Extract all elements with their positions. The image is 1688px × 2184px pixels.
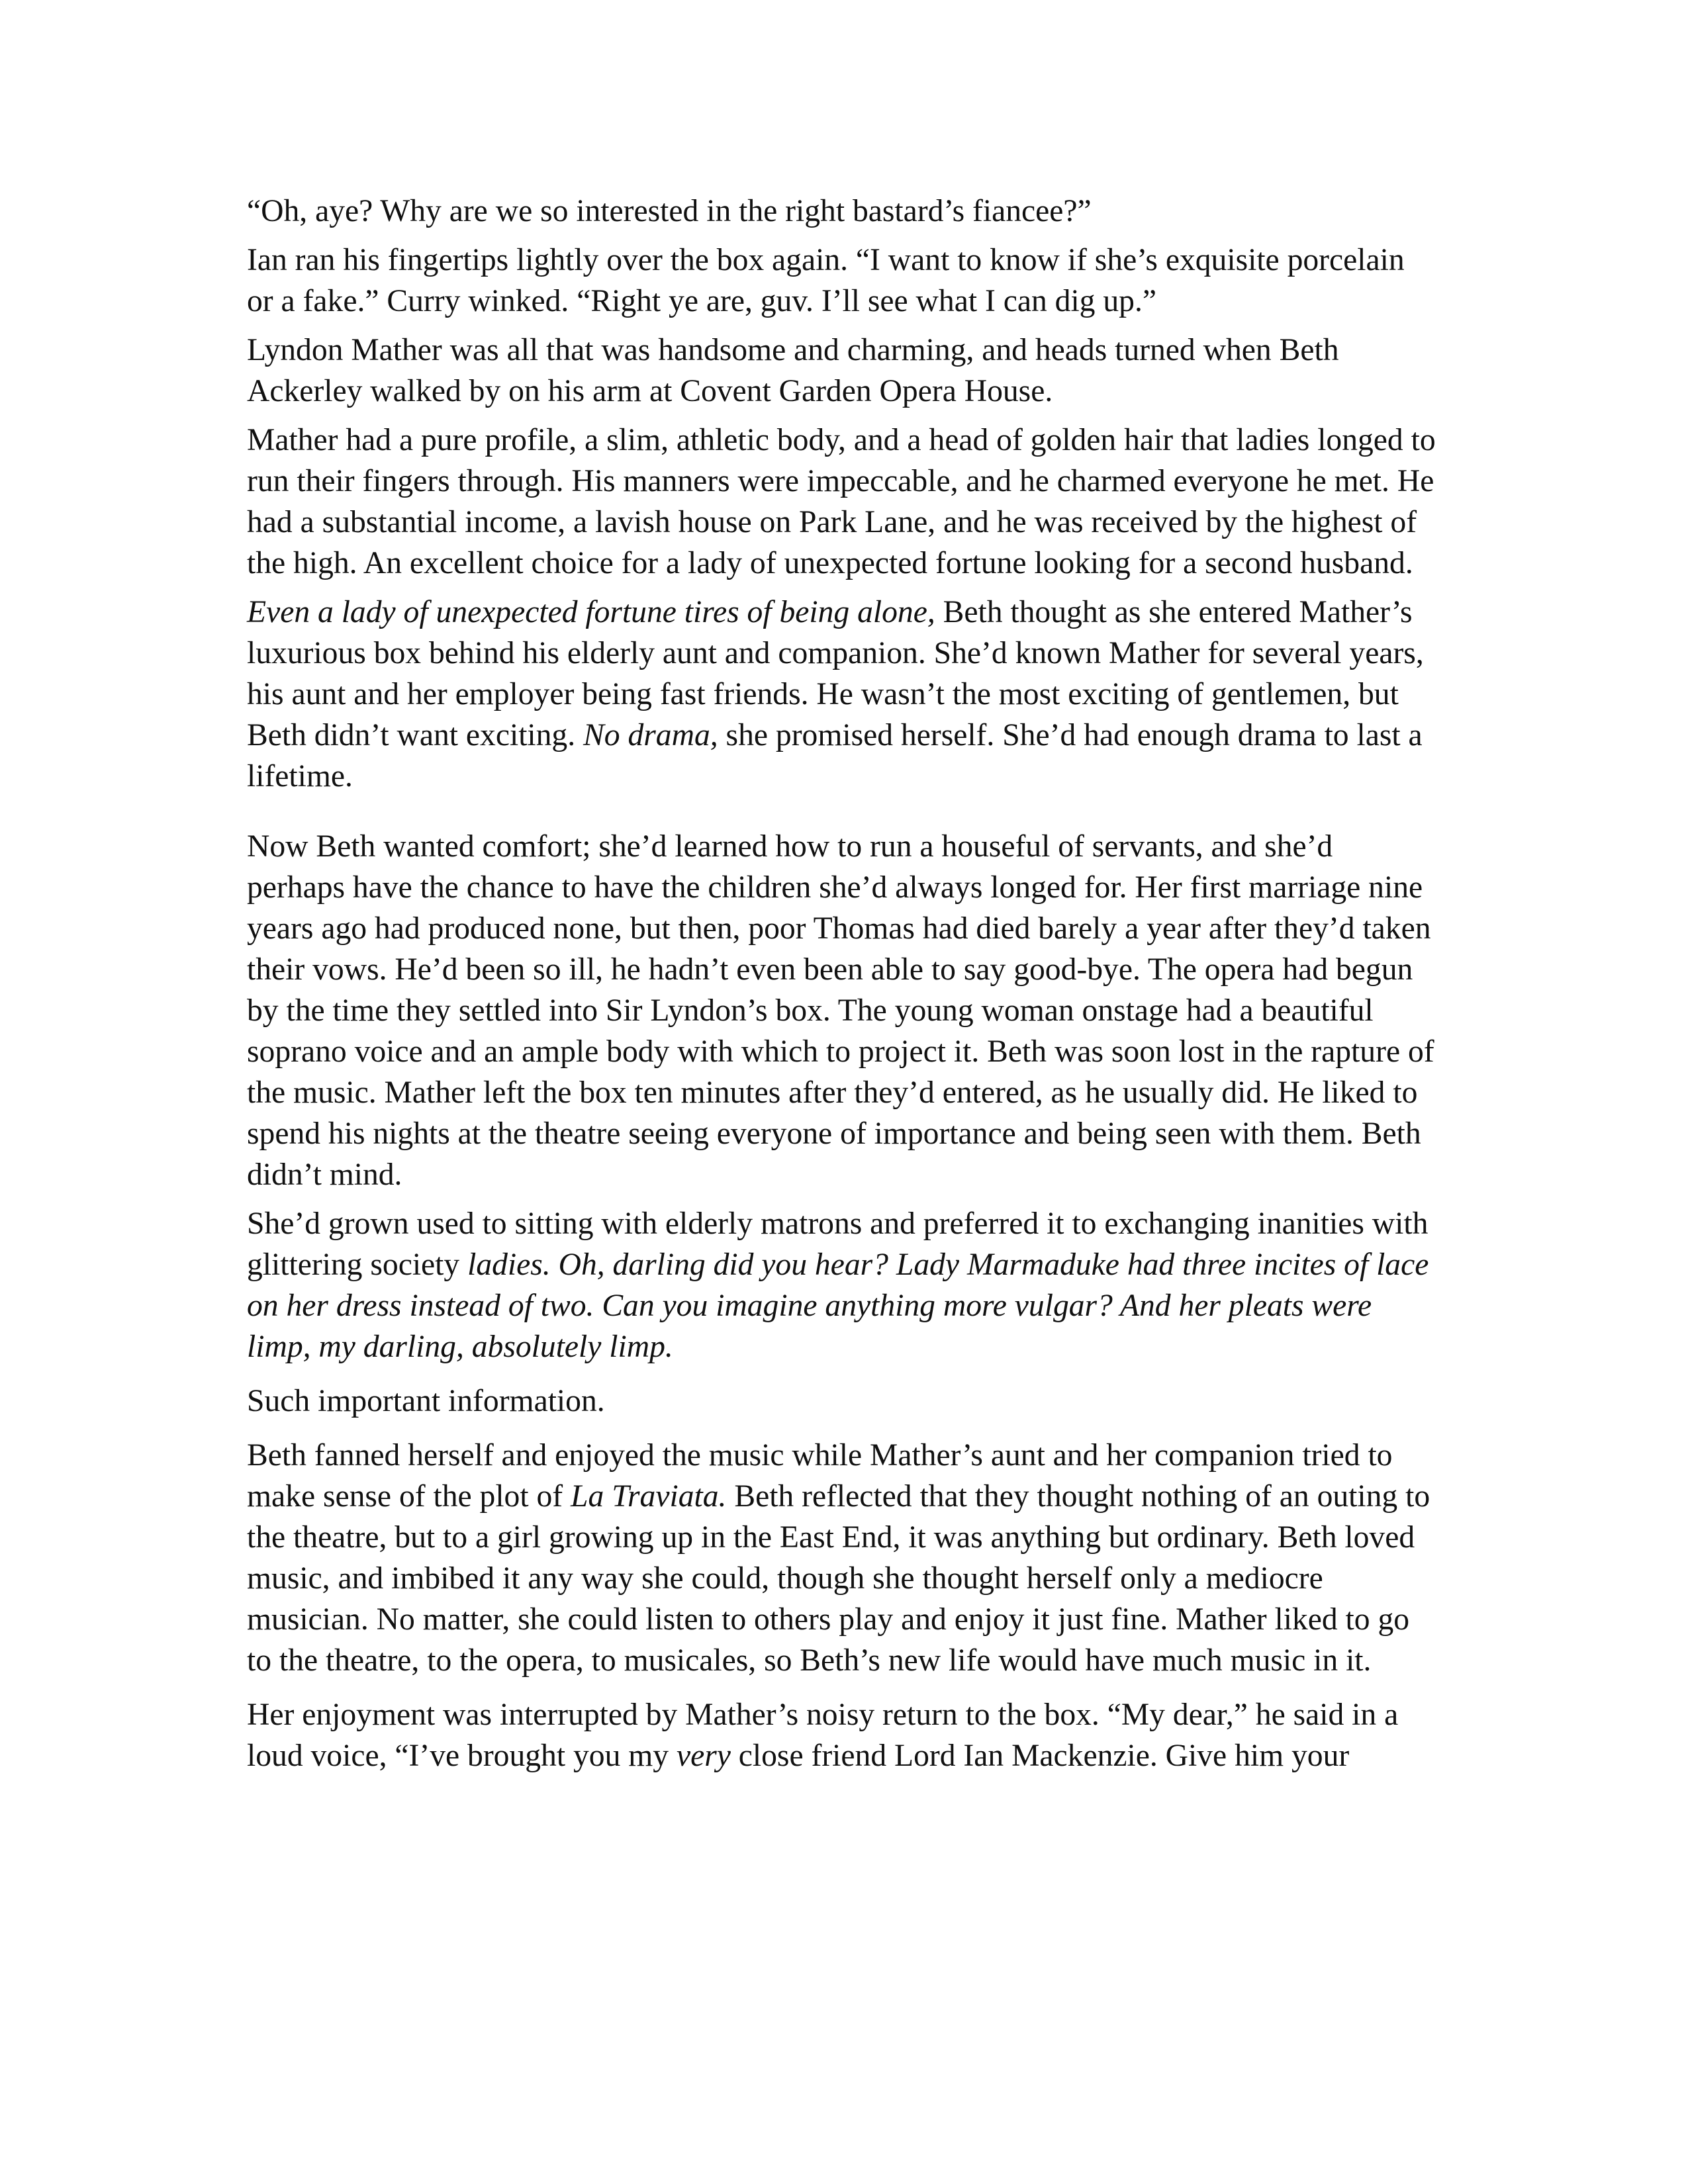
paragraph-4 <box>247 420 1438 584</box>
text-span: Ian ran his fingertips lightly over the box again. “I want to know if she’s exquisite porcelain or a fake.” Curry winked. “Right ye are, guv. I’ll see what I can dig up.” <box>247 243 1405 318</box>
text-span: she promised herself. She’d had enough drama to last a lifetime. <box>247 718 1423 794</box>
text-span: Now Beth wanted comfort; she’d learned how to run a houseful of servants, and she’d perhaps have the chance to have the children she’d always longed for. Her first marriage nine years ago had produced none, but then, poor Thomas had died barely a year after they’d taken their vows. He’d been so ill, he hadn’t even been able to say good-bye. The opera had begun by the time they settled into Sir Lyndon’s box. The young woman onstage had a beautiful soprano voice and an ample body with which to project it. Beth was soon lost in the rapture of the music. Mather left the box ten minutes after they’d entered, as he usually did. He liked to spend his nights at the theatre seeing everyone of importance and being seen with them. Beth didn’t mind. <box>247 829 1434 1192</box>
text-span: Such important information. <box>247 1384 605 1418</box>
italic-span: No drama, <box>583 718 718 752</box>
paragraph-9 <box>247 1435 1438 1681</box>
text-span: Her enjoyment was interrupted by Mather’s noisy return to the box. “My dear,” he said in a loud voice, “I’ve brought you my <box>247 1698 1399 1773</box>
text-span: Lyndon Mather was all that was handsome and charming, and heads turned when Beth Ackerley walked by on his arm at Covent Garden Opera House. <box>247 333 1339 408</box>
text-span: close friend Lord Ian Mackenzie. Give him your <box>730 1739 1350 1773</box>
paragraph-10 <box>247 1694 1438 1776</box>
paragraph-6 <box>247 826 1438 1195</box>
paragraph-2 <box>247 240 1438 322</box>
text-span: Beth fanned herself and enjoyed the music while Mather’s aunt and her companion tried to make sense of the plot of <box>247 1438 1393 1514</box>
paragraph-8 <box>247 1381 1438 1422</box>
text-span: She’d grown used to sitting with elderly matrons and preferred it to exchanging inanities with glittering society <box>247 1206 1429 1282</box>
italic-span: ladies. Oh, darling did you hear? Lady Marmaduke had three incites of lace on her dress instead of two. Can you imagine anything more vulgar? And her pleats were limp, my darling, absolutely limp. <box>247 1248 1429 1364</box>
italic-span: very <box>676 1739 731 1773</box>
text-span: Mather had a pure profile, a slim, athletic body, and a head of golden hair that ladies longed to run their fingers through. His manners were impeccable, and he charmed everyone he met. He had a substantial income, a lavish house on Park Lane, and he was received by the highest of the high. An excellent choice for a lady of unexpected fortune looking for a second husband. <box>247 423 1436 580</box>
paragraph-5 <box>247 592 1438 797</box>
italic-span: Even a lady of unexpected fortune tires of being alone, <box>247 595 935 629</box>
paragraph-3 <box>247 330 1438 412</box>
paragraph-7 <box>247 1203 1438 1367</box>
paragraph-1 <box>247 191 1438 232</box>
text-span: “Oh, aye? Why are we so interested in the right bastard’s fiancee?” <box>247 194 1092 228</box>
text-span: Beth reflected that they thought nothing of an outing to the theatre, but to a girl growing up in the East End, it was anything but ordinary. Beth loved music, and imbibed it any way she could, though she thought herself only a mediocre musician. No matter, she could listen to others play and enjoy it just fine. Mather liked to go to the theatre, to the opera, to musicales, so Beth’s new life would have much music in it. <box>247 1479 1430 1678</box>
document-body <box>247 191 1438 1786</box>
text-span: Beth thought as she entered Mather’s luxurious box behind his elderly aunt and companion. She’d known Mather for several years, his aunt and her employer being fast friends. He wasn’t the most exciting of gentlemen, but Beth didn’t want exciting. <box>247 595 1424 752</box>
italic-span: La Traviata. <box>571 1479 727 1514</box>
